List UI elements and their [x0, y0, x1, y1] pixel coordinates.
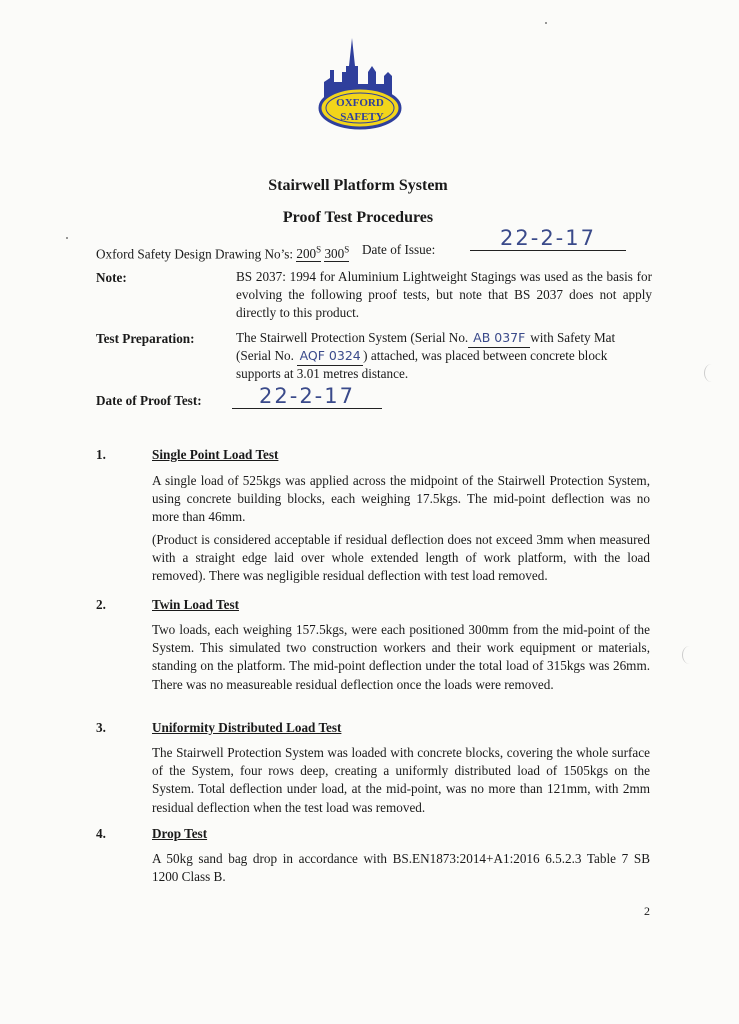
- scan-speck: [66, 237, 68, 239]
- prep-label: Test Preparation:: [96, 331, 195, 346]
- issue-label: Date of Issue:: [362, 242, 436, 257]
- prep-line-3: supports at 3.01 metres distance.: [236, 366, 409, 381]
- logo-text-top: OXFORD: [336, 97, 384, 109]
- section-1-para-1: A single load of 525kgs was applied across the midpoint of the Stairwell Protection System, using concrete building blocks, each weighing 17.5kgs. The mid-point deflection was no more than 46mm.: [152, 473, 650, 525]
- spire-icon: [312, 36, 408, 136]
- page-number: 2: [644, 904, 650, 918]
- oxford-safety-logo: [312, 36, 408, 136]
- section-4-heading: Drop Test: [152, 826, 208, 841]
- serial-number-2: AQF 0324: [297, 347, 363, 366]
- proof-date-label: Date of Proof Test:: [96, 393, 202, 408]
- note-text: BS 2037: 1994 for Aluminium Lightweight Stagings was used as the basis for evolving the following proof tests, but note that BS 2037 does not apply directly to this product.: [236, 269, 652, 321]
- section-2-heading: Twin Load Test: [152, 597, 239, 612]
- section-1-para-2: (Product is considered acceptable if residual deflection does not exceed 3mm when measured with a straight edge laid over whole extended length of work platform, with the load removed). There was negligible residual deflection with test load removed.: [152, 532, 650, 584]
- section-3-heading: Uniformity Distributed Load Test: [152, 720, 342, 735]
- section-3-number: 3.: [96, 720, 106, 735]
- punch-hole-mark: [682, 646, 697, 664]
- note-label: Note:: [96, 270, 127, 285]
- logo-text-bottom: SAFETY: [340, 111, 384, 123]
- punch-hole-mark: [704, 364, 719, 382]
- drawing-number-2: $300^S$: [324, 245, 350, 262]
- drawing-label: Oxford Safety Design Drawing No’s:: [96, 246, 294, 262]
- section-1-number: 1.: [96, 447, 106, 462]
- section-2-number: 2.: [96, 597, 106, 612]
- serial-number-1: AB 037F: [468, 329, 530, 348]
- proof-date-handwritten: 22-2-17: [232, 384, 382, 409]
- prep-line-2: (Serial No. AQF 0324 ) attached, was placed between concrete block: [236, 347, 607, 366]
- section-4-number: 4.: [96, 826, 106, 841]
- prep-line-1: The Stairwell Protection System (Serial No. AB 037F with Safety Mat: [236, 329, 615, 348]
- drawing-line: [96, 241, 349, 263]
- drawing-number-1: $200^S$: [296, 245, 322, 262]
- issue-date-handwritten: 22-2-17: [470, 226, 626, 251]
- scan-speck: [545, 22, 547, 24]
- section-3-para-1: The Stairwell Protection System was loaded with concrete blocks, covering the whole surface of the System, four rows deep, creating a uniformly distributed load of 1505kgs on the System. Total deflection under load, at the mid-point, was no more than 121mm, with 2mm residual deflection when the test load was removed.: [152, 745, 650, 815]
- section-1-heading: Single Point Load Test: [152, 447, 279, 462]
- section-4-para-1: A 50kg sand bag drop in accordance with BS.EN1873:2014+A1:2016 6.5.2.3 Table 7 SB 1200 Class B.: [152, 851, 650, 885]
- document-subtitle: Proof Test Procedures: [282, 209, 434, 226]
- document-title: Stairwell Platform System: [268, 177, 448, 194]
- section-2-para-1: Two loads, each weighing 157.5kgs, were each positioned 300mm from the mid-point of the System. This simulated two construction workers and their work equipment or materials, standing on the platform. The mid-point deflection under the total load of 315kgs was 26mm. There was no measureable residual deflection once the loads were removed.: [152, 622, 650, 692]
